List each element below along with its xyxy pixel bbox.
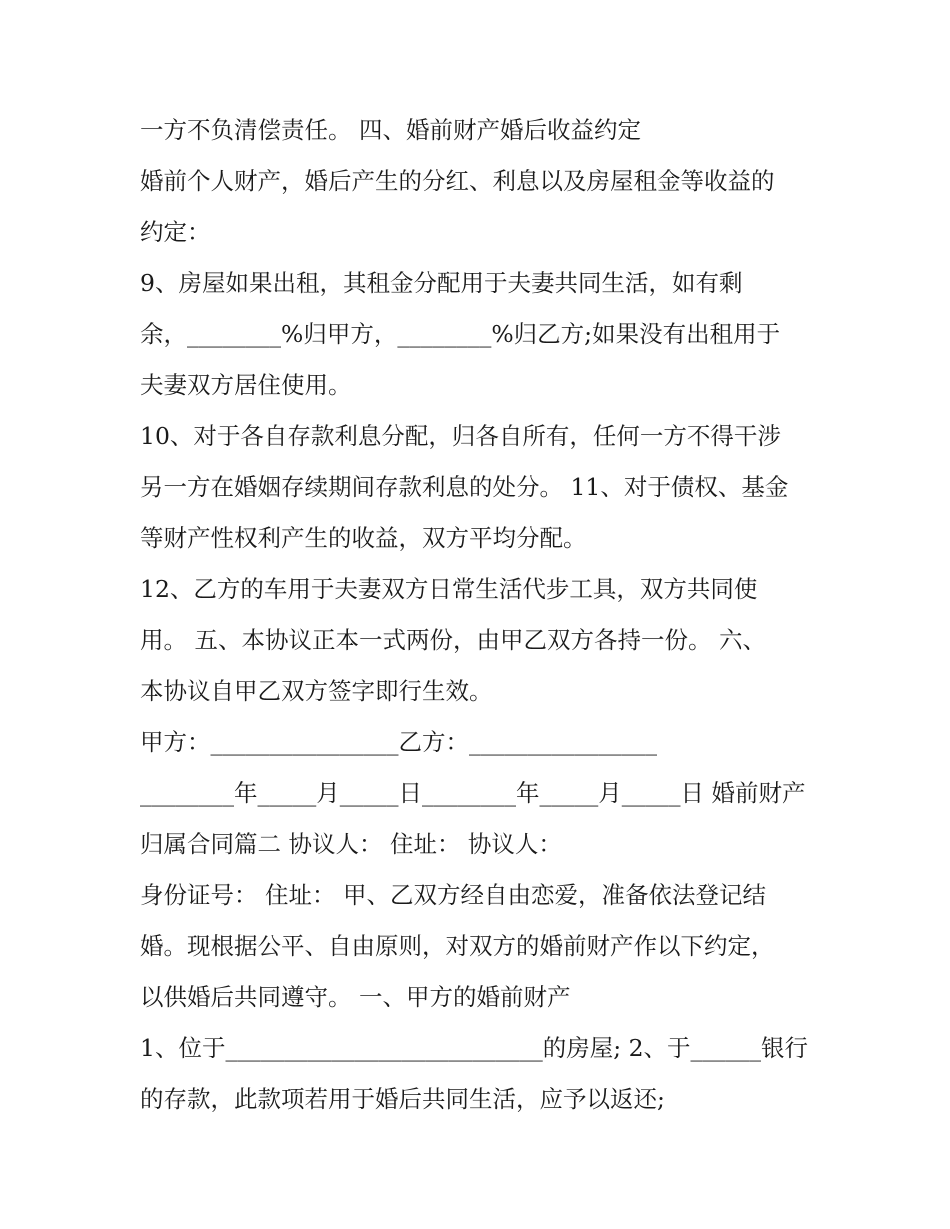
- text-line: 以供婚后共同遵守。 一、甲方的婚前财产: [140, 983, 571, 1011]
- text-line: 身份证号： 住址： 甲、乙双方经自由恋爱，准备依法登记结: [140, 881, 766, 909]
- text-line: 夫妻双方居住使用。: [140, 371, 352, 399]
- text-line: 余，________%归甲方，________%归乙方;如果没有出租用于: [140, 320, 781, 348]
- text-line: 婚前个人财产，婚后产生的分红、利息以及房屋租金等收益的: [140, 167, 775, 195]
- text-line: 一方不负清偿责任。 四、婚前财产婚后收益约定: [140, 116, 641, 144]
- text-line: 另一方在婚姻存续期间存款利息的处分。 11、对于债权、基金: [140, 473, 789, 501]
- document-body: [140, 108, 830, 1128]
- text-line: 的存款，此款项若用于婚后共同生活，应予以返还;: [140, 1085, 665, 1113]
- text-line: 1、位于___________________________的房屋; 2、于______银行: [140, 1034, 809, 1062]
- text-line: 10、对于各自存款利息分配，归各自所有，任何一方不得干涉: [140, 422, 781, 450]
- text-line: 用。 五、本协议正本一式两份，由甲乙双方各持一份。 六、: [140, 626, 766, 654]
- signature-line: 甲方：________________乙方：________________: [140, 728, 657, 756]
- text-line: 约定：: [140, 218, 211, 246]
- date-line: ________年_____月_____日________年_____月_____日 婚前财产: [140, 779, 806, 807]
- text-line: 9、房屋如果出租，其租金分配用于夫妻共同生活，如有剩: [140, 269, 743, 297]
- text-line: 归属合同篇二 协议人： 住址： 协议人：: [140, 830, 562, 858]
- text-line: 等财产性权利产生的收益，双方平均分配。: [140, 524, 587, 552]
- text-line: 本协议自甲乙双方签字即行生效。: [140, 677, 493, 705]
- text-line: 婚。现根据公平、自由原则，对双方的婚前财产作以下约定，: [140, 932, 775, 960]
- text-line: 12、乙方的车用于夫妻双方日常生活代步工具，双方共同使: [140, 575, 758, 603]
